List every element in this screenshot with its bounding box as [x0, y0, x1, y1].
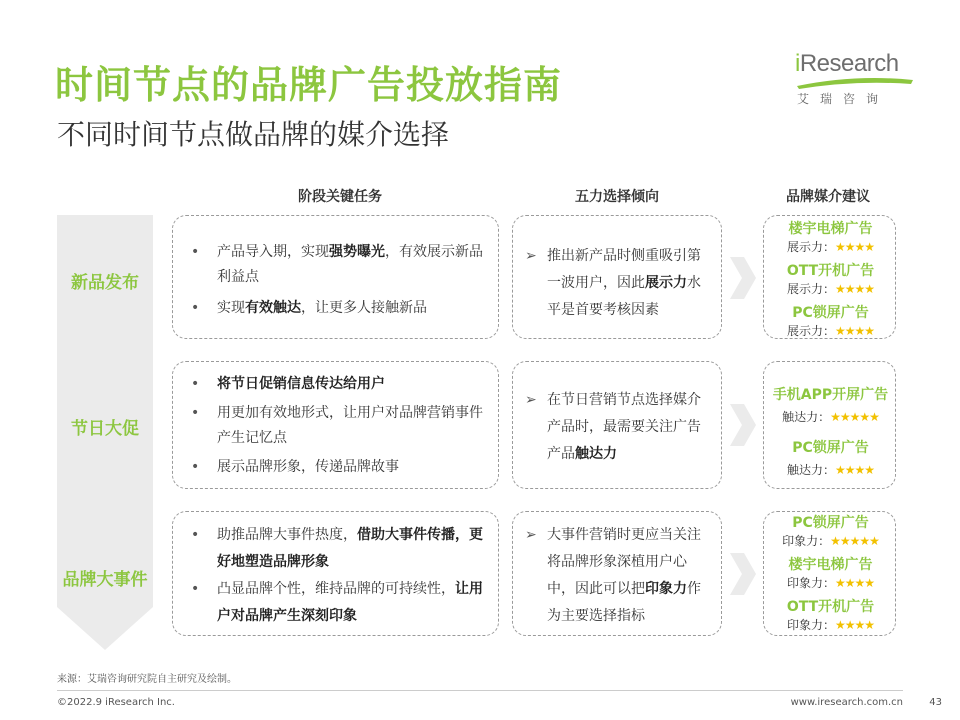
page-number: 43: [929, 697, 942, 708]
media-suggestion: PC锁屏广告 展示力：★★★★: [786, 305, 875, 338]
task-item: • 将节日促销信息传达给用户: [191, 372, 488, 397]
media-suggestion: 楼宇电梯广告 印象力：★★★★: [786, 557, 875, 590]
task-item: • 用更加有效地形式，让用户对品牌营销事件产生记忆点: [191, 401, 488, 451]
media-suggestion: PC锁屏广告 触达力：★★★★: [786, 440, 875, 477]
star-rating-icon: ★★★★: [834, 324, 875, 338]
force-box-new-product: [512, 215, 722, 339]
star-rating-icon: ★★★★: [834, 240, 875, 254]
logo-chinese: 艾瑞咨询: [797, 92, 890, 106]
media-suggestion: PC锁屏广告 印象力：★★★★★: [782, 515, 879, 548]
media-box-festival-promo: [763, 361, 896, 489]
arrow-bullet-icon: ➢: [525, 248, 537, 264]
task-item: • 凸显品牌个性，维持品牌的可持续性，让用户对品牌产生深刻印象: [191, 576, 488, 630]
page-title: 时间节点的品牌广告投放指南: [55, 63, 563, 107]
star-rating-icon: ★★★★: [834, 282, 875, 296]
task-box-festival-promo: [172, 361, 499, 489]
iresearch-logo: [795, 50, 915, 110]
force-text: ➢ 推出新产品时侧重吸引第一波用户，因此展示力水平是首要考核因素: [525, 243, 711, 324]
copyright: ©2022.9 iResearch Inc.: [57, 697, 175, 708]
arrow-bullet-icon: ➢: [525, 392, 537, 408]
column-header-media: 品牌媒介建议: [786, 189, 870, 205]
logo-i: i: [795, 50, 800, 77]
task-item: • 产品导入期，实现强势曝光，有效展示新品利益点: [191, 240, 488, 290]
force-text: ➢ 在节日营销节点选择媒介产品时，最需要关注广告产品触达力: [525, 387, 711, 468]
source-note: 来源：艾瑞咨询研究院自主研究及绘制。: [57, 674, 237, 685]
task-item: • 实现有效触达，让更多人接触新品: [191, 296, 488, 321]
star-rating-icon: ★★★★★: [830, 410, 879, 424]
chevron-right-icon: [728, 551, 758, 597]
chevron-right-icon: [728, 402, 758, 448]
chevron-right-icon: [728, 255, 758, 301]
media-box-new-product: [763, 215, 896, 339]
star-rating-icon: ★★★★★: [830, 534, 879, 548]
logo-wordmark: Research: [799, 50, 899, 77]
task-box-new-product: [172, 215, 499, 339]
footer-divider: [57, 690, 903, 691]
page-subtitle: 不同时间节点做品牌的媒介选择: [57, 118, 450, 151]
star-rating-icon: ★★★★: [834, 618, 875, 632]
logo-swoosh-icon: [795, 76, 915, 90]
column-header-forces: 五力选择倾向: [575, 189, 659, 205]
task-item: • 展示品牌形象，传递品牌故事: [191, 455, 488, 480]
media-suggestion: 手机APP开屏广告 触达力：★★★★★: [772, 387, 889, 424]
row-label-festival-promo: 节日大促: [71, 419, 139, 439]
task-box-brand-event: [172, 511, 499, 636]
website-link[interactable]: www.iresearch.com.cn: [790, 697, 903, 708]
column-header-tasks: 阶段关键任务: [298, 189, 382, 205]
media-suggestion: OTT开机广告 展示力：★★★★: [786, 263, 875, 296]
row-label-brand-event: 品牌大事件: [62, 570, 148, 590]
force-text: ➢ 大事件营销时更应当关注将品牌形象深植用户心中，因此可以把印象力作为主要选择指标: [525, 522, 711, 630]
media-suggestion: OTT开机广告 印象力：★★★★: [786, 599, 875, 632]
row-label-new-product: 新品发布: [71, 273, 139, 293]
star-rating-icon: ★★★★: [834, 576, 875, 590]
media-box-brand-event: [763, 511, 896, 636]
force-box-festival-promo: [512, 361, 722, 489]
force-box-brand-event: [512, 511, 722, 636]
task-item: • 助推品牌大事件热度，借助大事件传播，更好地塑造品牌形象: [191, 522, 488, 576]
arrow-bullet-icon: ➢: [525, 527, 537, 543]
media-suggestion: 楼宇电梯广告 展示力：★★★★: [786, 221, 875, 254]
star-rating-icon: ★★★★: [834, 463, 875, 477]
